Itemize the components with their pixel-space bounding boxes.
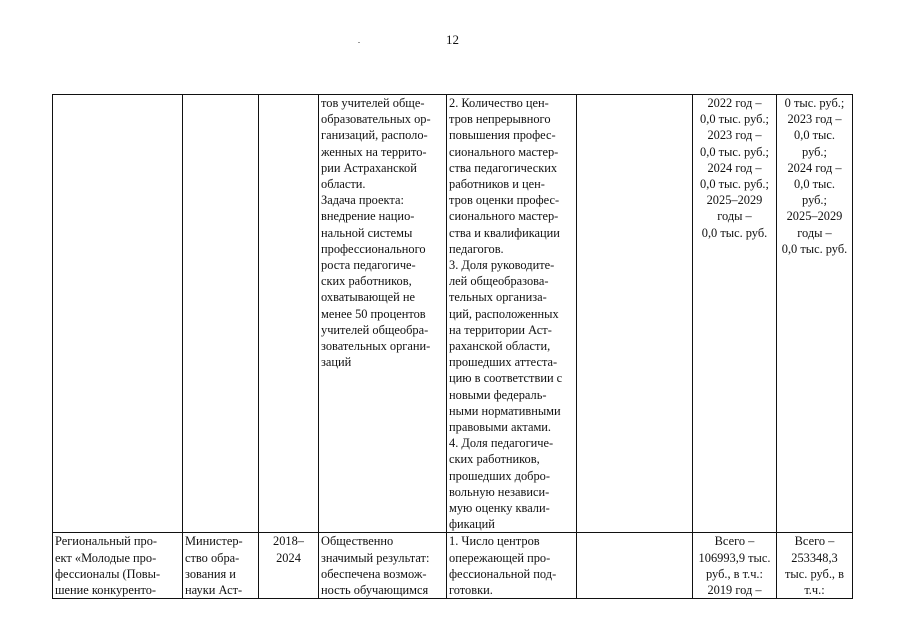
- cell-text-line: сионального мастер-: [449, 209, 559, 224]
- cell-years: [259, 95, 319, 533]
- cell-text-line: тров непрерывного: [449, 112, 551, 127]
- cell-text-line: менее 50 процентов: [321, 306, 426, 321]
- cell-funding-b: [777, 95, 853, 533]
- cell-text-line: ства педагогических: [449, 160, 558, 175]
- program-table: [52, 94, 853, 599]
- table-row: [53, 533, 853, 599]
- cell-text-line: 0,0 тыс. руб.;: [700, 144, 769, 159]
- cell-text-line: работников и цен-: [449, 177, 545, 192]
- cell-text-line: 106993,9 тыс.: [698, 550, 771, 565]
- cell-text-line: 2024 год –: [787, 160, 842, 175]
- cell-text-line: зования и: [185, 566, 236, 581]
- cell-text-line: тельных организа-: [449, 290, 547, 305]
- cell-text-line: ских работников,: [449, 452, 540, 467]
- cell-text-line: профессионального: [321, 241, 426, 256]
- cell-text-line: 0,0 тыс. руб.: [701, 225, 768, 240]
- cell-text-line: 2024 год –: [707, 160, 762, 175]
- cell-text-line: фессионалы (Повы-: [55, 566, 161, 581]
- cell-text-line: руб.;: [802, 144, 827, 159]
- cell-text-line: заций: [321, 355, 352, 370]
- cell-text-line: правовыми актами.: [449, 420, 552, 435]
- cell-description: [319, 95, 447, 533]
- cell-text-line: шение конкуренто-: [55, 583, 157, 598]
- program-table-wrapper: [52, 94, 853, 599]
- cell-text-line: ства и квалификации: [449, 225, 560, 240]
- cell-text-line: обеспечена возмож-: [321, 566, 427, 581]
- cell-project: [53, 95, 183, 533]
- cell-funding-a: [693, 533, 777, 599]
- cell-text-line: 2. Количество цен-: [449, 96, 549, 110]
- cell-text-line: тов учителей обще-: [321, 96, 425, 110]
- cell-text-line: Министер-: [185, 534, 243, 549]
- cell-text-line: тыс. руб., в: [785, 566, 844, 581]
- cell-text-line: на территории Аст-: [449, 322, 552, 337]
- cell-text-line: 3. Доля руководите-: [449, 258, 555, 273]
- cell-text-line: 2023 год –: [707, 128, 762, 143]
- cell-text-line: готовки.: [449, 583, 493, 598]
- cell-funding-a: [693, 95, 777, 533]
- cell-text-line: руб., в т.ч.:: [706, 566, 763, 581]
- cell-text-line: значимый результат:: [321, 550, 430, 565]
- cell-text-line: годы –: [717, 209, 752, 224]
- cell-text-line: 1. Число центров: [449, 534, 540, 549]
- cell-text-line: Задача проекта:: [321, 193, 404, 208]
- cell-text-line: внедрение нацио-: [321, 209, 415, 224]
- cell-text-line: образовательных ор-: [321, 112, 431, 127]
- cell-text-line: зовательных органи-: [321, 339, 431, 354]
- cell-text-line: 2025–2029: [706, 193, 763, 208]
- cell-text-line: фикаций: [449, 517, 495, 532]
- cell-funding-b: [777, 533, 853, 599]
- cell-indicators: [447, 533, 577, 599]
- cell-text-line: цию в соответствии с: [449, 371, 563, 386]
- cell-text-line: 2024: [276, 550, 301, 565]
- cell-text-line: 0,0 тыс. руб.;: [700, 177, 769, 192]
- cell-text-line: науки Аст-: [185, 583, 243, 598]
- cell-text-line: ских работников,: [321, 274, 412, 289]
- cell-text-line: Общественно: [321, 534, 394, 549]
- cell-blank: [577, 533, 693, 599]
- table-row: [53, 95, 853, 533]
- cell-text-line: нальной системы: [321, 225, 413, 240]
- cell-text-line: учителей общеобра-: [321, 322, 429, 337]
- cell-text-line: роста педагогиче-: [321, 258, 416, 273]
- cell-text-line: раханской области,: [449, 339, 551, 354]
- cell-text-line: 0,0 тыс.: [794, 177, 835, 192]
- cell-text-line: фессиональной под-: [449, 566, 557, 581]
- cell-text-line: женных на террито-: [321, 144, 427, 159]
- scan-speck: [358, 42, 360, 43]
- cell-description: [319, 533, 447, 599]
- cell-text-line: области.: [321, 177, 366, 192]
- cell-text-line: т.ч.:: [804, 583, 825, 598]
- cell-text-line: прошедших добро-: [449, 468, 550, 483]
- cell-text-line: 0,0 тыс. руб.;: [700, 112, 769, 127]
- cell-text-line: 0,0 тыс. руб.: [781, 241, 848, 256]
- cell-text-line: сионального мастер-: [449, 144, 559, 159]
- cell-text-line: годы –: [797, 225, 832, 240]
- cell-text-line: руб.;: [802, 193, 827, 208]
- cell-indicators: [447, 95, 577, 533]
- cell-text-line: лей общеобразова-: [449, 274, 549, 289]
- cell-years: [259, 533, 319, 599]
- cell-text-line: вольную независи-: [449, 484, 550, 499]
- cell-text-line: прошедших аттеста-: [449, 355, 558, 370]
- cell-executor: [183, 95, 259, 533]
- cell-text-line: ными нормативными: [449, 403, 561, 418]
- cell-text-line: 2018–: [273, 534, 304, 549]
- page-number: 12: [446, 32, 459, 47]
- cell-text-line: ность обучающимся: [321, 583, 429, 598]
- cell-text-line: 0,0 тыс.: [794, 128, 835, 143]
- cell-text-line: Всего –: [714, 534, 755, 549]
- cell-text-line: ций, расположенных: [449, 306, 559, 321]
- cell-text-line: ганизаций, располо-: [321, 128, 428, 143]
- cell-text-line: Региональный про-: [55, 534, 158, 549]
- cell-text-line: 253348,3: [791, 550, 838, 565]
- cell-text-line: 0 тыс. руб.;: [784, 96, 845, 110]
- cell-text-line: 2025–2029: [786, 209, 843, 224]
- cell-text-line: новыми федераль-: [449, 387, 547, 402]
- cell-text-line: повышения профес-: [449, 128, 556, 143]
- cell-text-line: ект «Молодые про-: [55, 550, 157, 565]
- cell-text-line: педагогов.: [449, 241, 504, 256]
- cell-project: [53, 533, 183, 599]
- cell-text-line: мую оценку квали-: [449, 501, 550, 516]
- cell-text-line: Всего –: [794, 534, 835, 549]
- cell-text-line: 2022 год –: [707, 96, 762, 110]
- cell-text-line: 2019 год –: [707, 583, 762, 598]
- cell-text-line: тров оценки профес-: [449, 193, 560, 208]
- cell-text-line: охватывающей не: [321, 290, 416, 305]
- cell-text-line: опережающей про-: [449, 550, 551, 565]
- cell-blank: [577, 95, 693, 533]
- cell-executor: [183, 533, 259, 599]
- cell-text-line: ство обра-: [185, 550, 240, 565]
- cell-text-line: 4. Доля педагогиче-: [449, 436, 554, 451]
- cell-text-line: рии Астраханской: [321, 160, 417, 175]
- cell-text-line: 2023 год –: [787, 112, 842, 127]
